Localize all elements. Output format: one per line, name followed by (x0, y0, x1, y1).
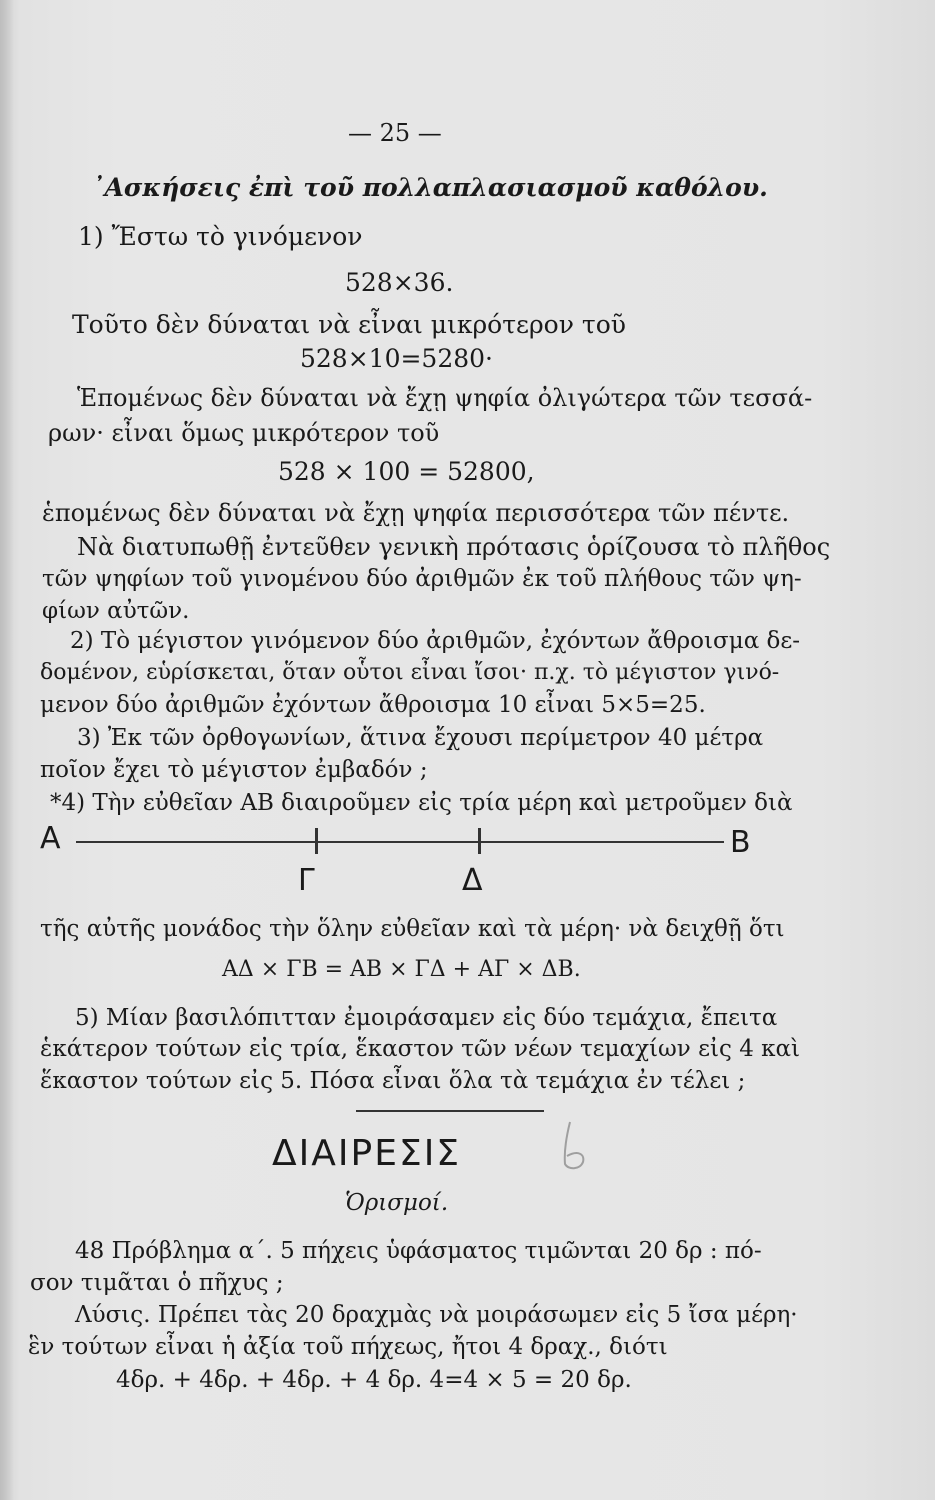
ex1-line1: 1) Ἔστω τὸ γινόμενον (78, 222, 363, 251)
ex2-line1: 2) Τὸ μέγιστον γινόμενον δύο ἀριθμῶν, ἐχόντων ἄθροισμα δε- (70, 628, 801, 654)
ex1-expr1: 528×36. (345, 268, 454, 297)
point-d-label: Δ (462, 863, 483, 898)
ex4-line2: τῆς αὐτῆς μονάδος τὴν ὅλην εὐθεῖαν καὶ τὰ μέρη· νὰ δειχθῇ ὅτι (40, 916, 785, 942)
point-a-label: A (40, 821, 61, 856)
p48-line2: σον τιμᾶται ὁ πῆχυς ; (30, 1270, 284, 1296)
ex1-line6: Νὰ διατυπωθῇ ἐντεῦθεν γενικὴ πρότασις ὁρίζουσα τὸ πλῆθος (77, 533, 831, 561)
ex3-line2: ποῖον ἔχει τὸ μέγιστον ἐμβαδόν ; (40, 757, 428, 783)
tick-d (478, 828, 481, 854)
section-heading: ᾿Ασκήσεις ἐπὶ τοῦ πολλαπλασιασμοῦ καθόλου. (92, 173, 768, 202)
ex3-line1: 3) Ἐκ τῶν ὀρθογωνίων, ἅτινα ἔχουσι περίμετρον 40 μέτρα (77, 725, 764, 751)
handwritten-b-mark (556, 1120, 590, 1172)
ex1-expr3: 528 × 100 = 52800, (278, 457, 535, 486)
ex2-line2: δομένον, εὑρίσκεται, ὅταν οὗτοι εἶναι ἴσοι· π.χ. τὸ μέγιστον γινό- (40, 660, 780, 685)
ex5-line1: 5) Μίαν βασιλόπιτταν ἐμοιράσαμεν εἰς δύο τεμάχια, ἔπειτα (75, 1005, 778, 1031)
p48-line3: Λύσις. Πρέπει τὰς 20 δραχμὰς νὰ μοιράσωμεν εἰς 5 ἴσα μέρη· (75, 1302, 798, 1328)
ex1-line8: φίων αὐτῶν. (42, 598, 190, 624)
ex1-line7: τῶν ψηφίων τοῦ γινομένου δύο ἀριθμῶν ἐκ τοῦ πλήθους τῶν ψη- (42, 566, 802, 592)
section-subtitle: Ὁρισμοί. (345, 1190, 449, 1216)
section-divider (356, 1110, 544, 1112)
ex4-line1: *4) Τὴν εὐθεῖαν ΑΒ διαιροῦμεν εἰς τρία μέρη καὶ μετροῦμεν διὰ (50, 790, 793, 816)
segment-ab (76, 841, 724, 843)
ex1-line5: ἑπομένως δὲν δύναται νὰ ἔχῃ ψηφία περισσότερα τῶν πέντε. (42, 499, 790, 527)
ex4-formula: ΑΔ × ΓΒ = ΑΒ × ΓΔ + ΑΓ × ΔΒ. (222, 957, 581, 982)
ex5-line3: ἕκαστον τούτων εἰς 5. Πόσα εἶναι ὅλα τὰ τεμάχια ἐν τέλει ; (40, 1068, 746, 1094)
ex1-expr2: 528×10=5280· (300, 344, 493, 373)
page-number: — 25 — (348, 119, 442, 147)
ex2-line3: μενον δύο ἀριθμῶν ἐχόντων ἄθροισμα 10 εἶναι 5×5=25. (40, 692, 706, 718)
point-b-label: B (730, 825, 751, 860)
ex1-line4: ρων· εἶναι ὅμως μικρότερον τοῦ (48, 419, 440, 447)
p48-line5: 4δρ. + 4δρ. + 4δρ. + 4 δρ. 4=4 × 5 = 20 δρ. (116, 1367, 632, 1393)
ex1-line2: Τοῦτο δὲν δύναται νὰ εἶναι μικρότερον τοῦ (72, 310, 626, 339)
ex5-line2: ἑκάτερον τούτων εἰς τρία, ἕκαστον τῶν νέων τεμαχίων εἰς 4 καὶ (40, 1036, 801, 1062)
p48-line4: ἓν τούτων εἶναι ἡ ἀξία τοῦ πήχεως, ἤτοι 4 δραχ., διότι (28, 1334, 668, 1360)
p48-line1: 48 Πρόβλημα α΄. 5 πήχεις ὑφάσματος τιμῶνται 20 δρ : πό- (75, 1238, 762, 1264)
section-title: ΔΙΑΙΡΕΣΙΣ (272, 1133, 462, 1174)
tick-g (315, 828, 318, 854)
ex1-line3: Ἑπομένως δὲν δύναται νὰ ἔχῃ ψηφία ὀλιγώτερα τῶν τεσσά- (77, 384, 813, 412)
point-g-label: Γ (298, 863, 315, 898)
